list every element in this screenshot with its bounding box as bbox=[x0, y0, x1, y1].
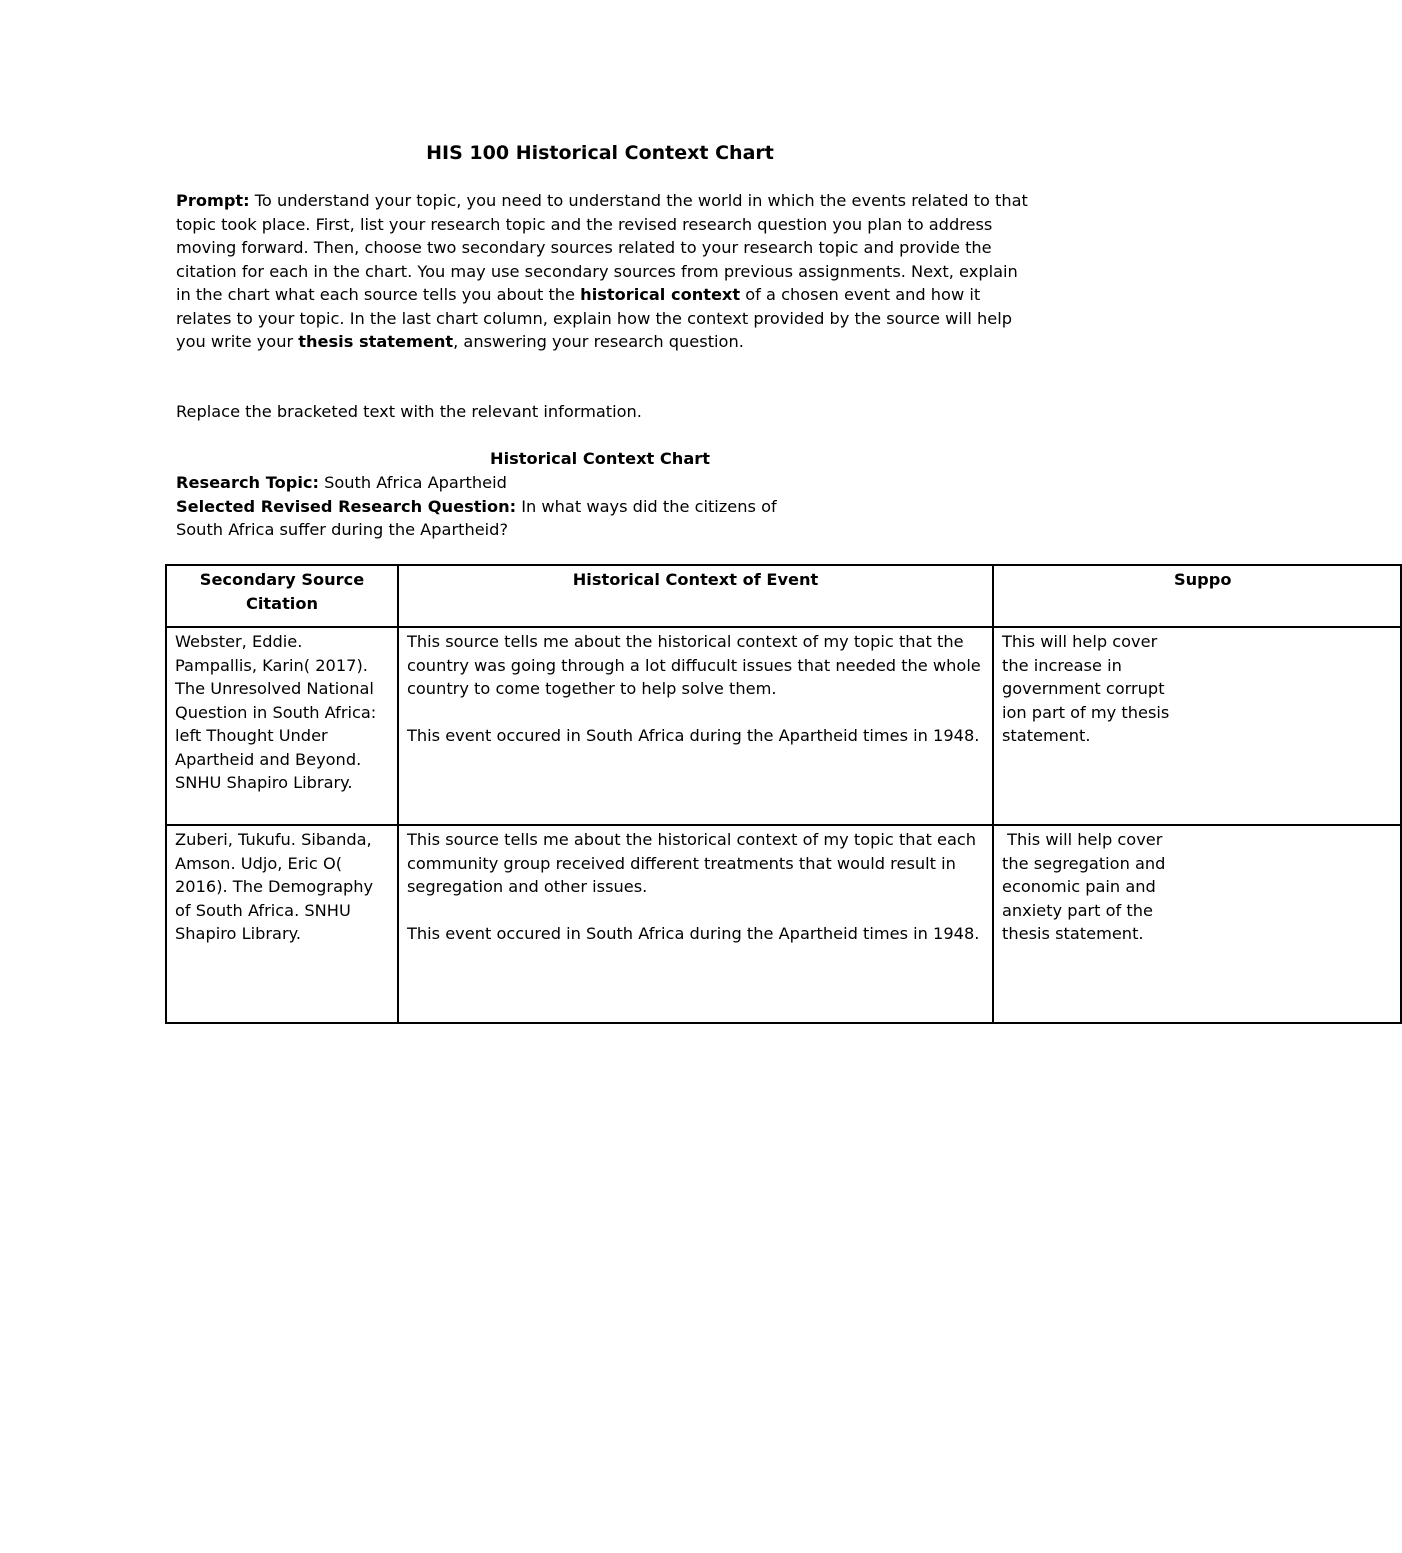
research-question-value: In what ways did the citizens of South Africa suffer during the Apartheid? bbox=[176, 496, 777, 539]
research-topic-value: South Africa Apartheid bbox=[318, 473, 507, 492]
context-cell bbox=[398, 627, 993, 825]
prompt-bold-thesis-statement: thesis statement bbox=[298, 332, 454, 351]
header-secondary-source-citation: Secondary Source Citation bbox=[166, 565, 398, 627]
replace-instruction: Replace the bracketed text with the relevant information. bbox=[176, 402, 642, 421]
prompt-bold-historical-context: historical context bbox=[580, 285, 741, 304]
prompt-text-3: , answering your research question. bbox=[453, 332, 744, 351]
research-question bbox=[176, 495, 816, 542]
support-cell bbox=[993, 627, 1401, 825]
table-header-row bbox=[166, 565, 1401, 627]
research-question-label: Selected Revised Research Question: bbox=[176, 496, 517, 516]
research-topic-label: Research Topic: bbox=[176, 473, 319, 492]
table-row bbox=[166, 627, 1401, 825]
prompt-paragraph bbox=[176, 189, 1036, 354]
historical-context-table bbox=[165, 564, 1402, 1024]
header-historical-context: Historical Context of Event bbox=[398, 565, 993, 627]
research-topic bbox=[176, 471, 816, 495]
context-cell bbox=[398, 825, 993, 1023]
prompt-text-1: To understand your topic, you need to understand the world in which the events related to that topic took place. First, list your research topic and the revised research question you plan to address moving forward. Then, choose two secondary sources related to your research topic and provide the citation for each in the chart. You may use secondary sources from previous assignments. Next, explain in the chart what each source tells you about the bbox=[176, 191, 1028, 304]
chart-heading: Historical Context Chart bbox=[490, 449, 710, 468]
support-text: This will help cover the segregation and economic pain and anxiety part of the thesis statement. bbox=[1002, 830, 1171, 943]
support-text: This will help cover the increase in government corrupt ion part of my thesis statement. bbox=[1002, 632, 1170, 745]
prompt-label: Prompt: bbox=[176, 191, 250, 210]
document-title: HIS 100 Historical Context Chart bbox=[426, 142, 774, 164]
citation-cell: Zuberi, Tukufu. Sibanda, Amson. Udjo, Eric O( 2016). The Demography of South Africa. SNHU Shapiro Library. bbox=[166, 825, 398, 1023]
context-paragraph: This event occured in South Africa during the Apartheid times in 1948. bbox=[407, 924, 980, 943]
header-support: Suppo bbox=[993, 565, 1401, 627]
support-cell bbox=[993, 825, 1401, 1023]
context-paragraph: This source tells me about the historical context of my topic that the country was going through a lot diffucult issues that needed the whole country to come together to help solve them. bbox=[407, 632, 981, 698]
research-meta bbox=[176, 471, 816, 542]
citation-cell: Webster, Eddie. Pampallis, Karin( 2017). The Unresolved National Question in South Africa: left Thought Under Apartheid and Beyond. SNHU Shapiro Library. bbox=[166, 627, 398, 825]
table-row bbox=[166, 825, 1401, 1023]
context-paragraph: This source tells me about the historical context of my topic that each community group received different treatments that would result in segregation and other issues. bbox=[407, 830, 977, 896]
context-paragraph: This event occured in South Africa during the Apartheid times in 1948. bbox=[407, 726, 980, 745]
prompt-text-2: of a chosen event and how it relates to your topic. In the last chart column, explain how the context provided by the source will help you write your bbox=[176, 285, 1013, 351]
